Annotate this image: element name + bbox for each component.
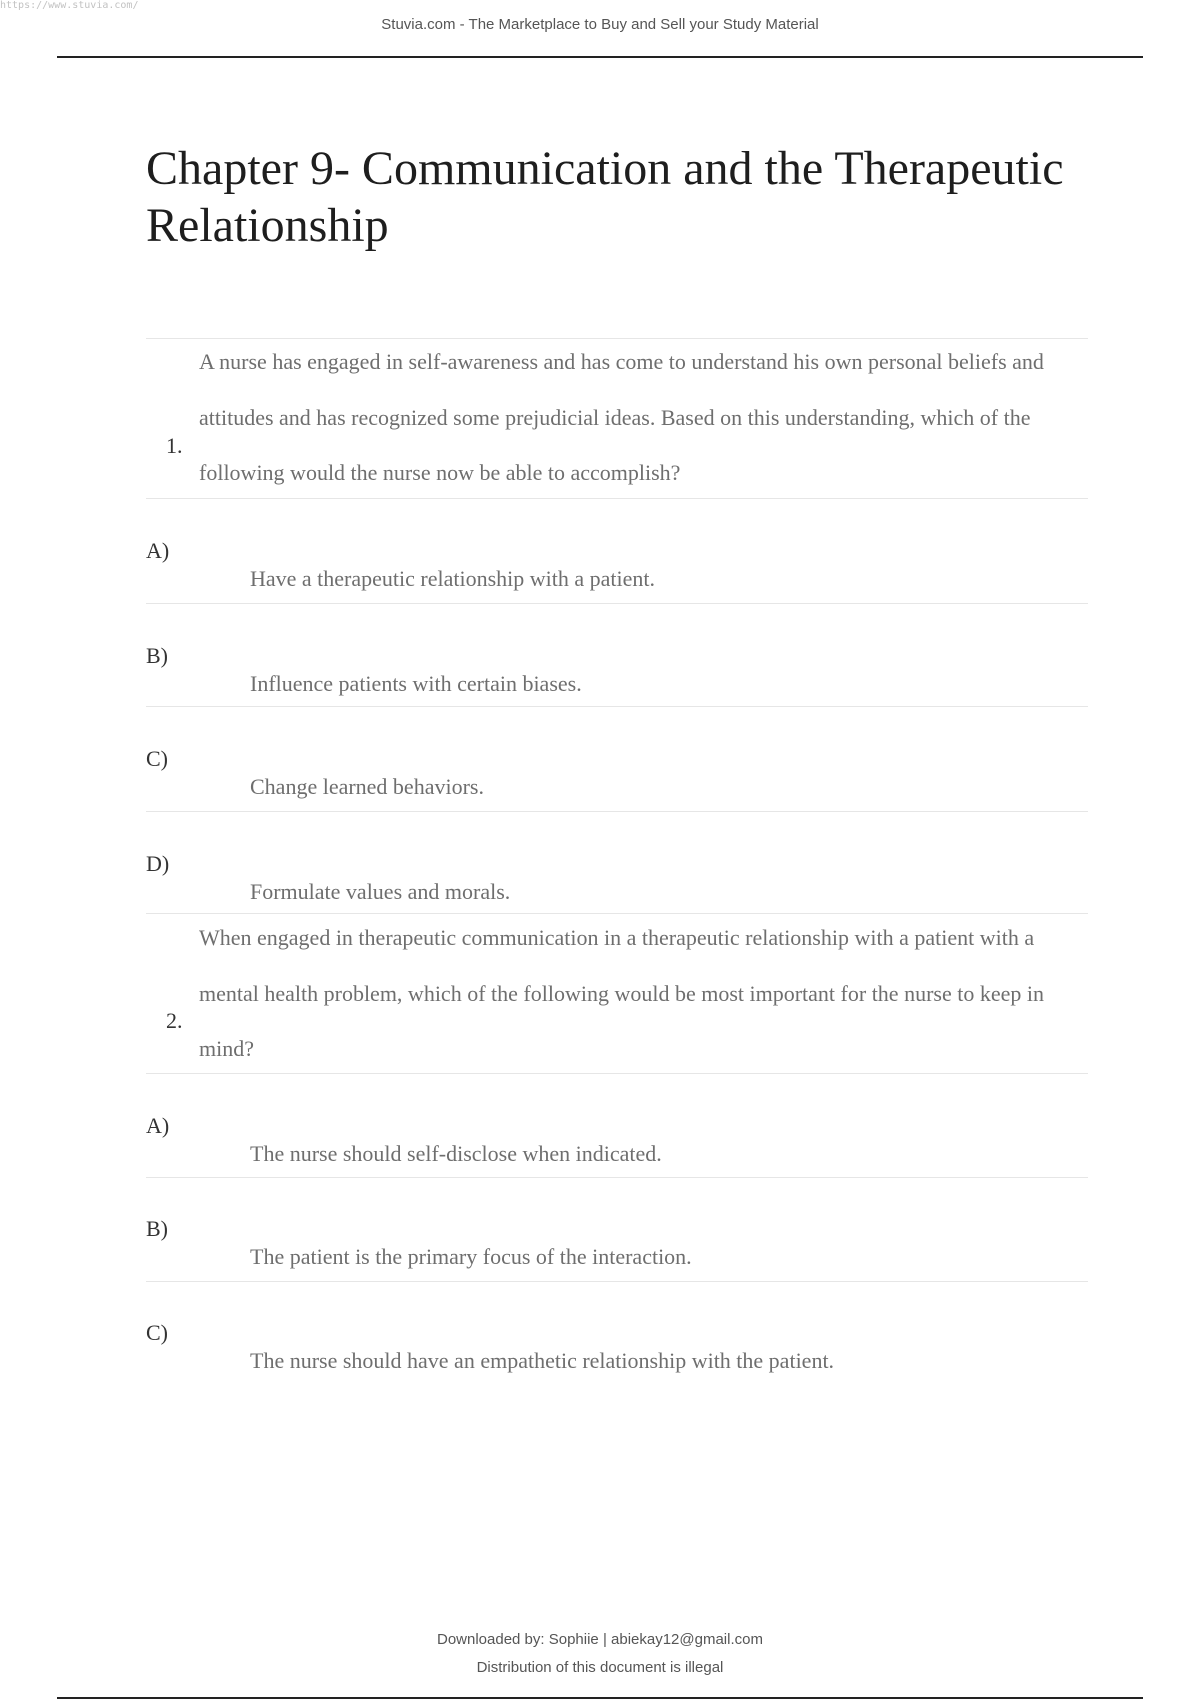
header-rule xyxy=(57,56,1143,58)
option-letter: D) xyxy=(146,851,170,876)
page-title: Chapter 9- Communication and the Therapeutic Relationship xyxy=(146,142,1064,252)
option-letter: B) xyxy=(146,643,168,668)
option-letter: A) xyxy=(146,1113,170,1138)
question-text: When engaged in therapeutic communication in a therapeutic relationship with a patient with a mental health problem, which of the following would be most important for the nurse to keep in mind? xyxy=(199,925,1044,1061)
downloaded-by-text: Downloaded by: Sophiie | abiekay12@gmail.com xyxy=(437,1631,763,1648)
divider xyxy=(146,811,1088,812)
distribution-notice: Distribution of this document is illegal xyxy=(476,1659,724,1676)
option-letter: C) xyxy=(146,1320,168,1345)
option-text: Have a therapeutic relationship with a patient. xyxy=(250,566,656,591)
option-text: The nurse should self-disclose when indicated. xyxy=(250,1141,662,1166)
divider xyxy=(146,1177,1088,1178)
site-header: Stuvia.com - The Marketplace to Buy and Sell your Study Material xyxy=(381,16,819,33)
divider xyxy=(146,603,1088,604)
option-letter: C) xyxy=(146,746,168,771)
option-text: Change learned behaviors. xyxy=(250,774,484,799)
divider xyxy=(146,498,1088,499)
option-text: The patient is the primary focus of the interaction. xyxy=(250,1244,692,1269)
question-text: A nurse has engaged in self-awareness and has come to understand his own personal beliefs and attitudes and has recognized some prejudicial ideas. Based on this understanding, which of the following would the nurse now be able to accomplish? xyxy=(199,349,1044,485)
option-text: The nurse should have an empathetic relationship with the patient. xyxy=(250,1348,835,1373)
url-stamp: https://www.stuvia.com/ xyxy=(0,0,139,11)
divider xyxy=(146,706,1088,707)
option-letter: A) xyxy=(146,538,170,563)
divider xyxy=(146,1281,1088,1282)
question-number: 1. xyxy=(166,433,183,458)
option-text: Influence patients with certain biases. xyxy=(250,671,582,696)
footer-rule xyxy=(57,1697,1143,1699)
question-number: 2. xyxy=(166,1008,183,1033)
divider xyxy=(146,1073,1088,1074)
option-letter: B) xyxy=(146,1216,168,1241)
option-text: Formulate values and morals. xyxy=(250,879,511,904)
